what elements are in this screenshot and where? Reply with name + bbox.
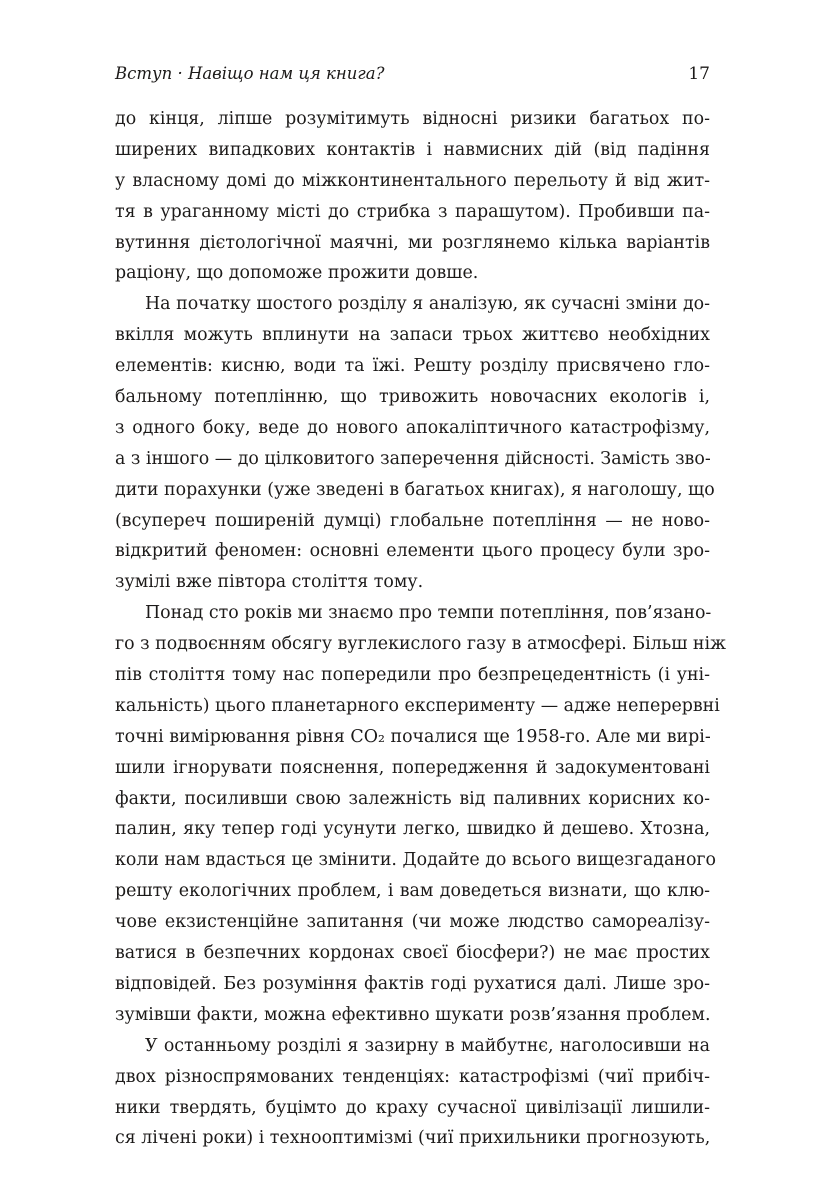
text-line: ники твердять, буцімто до краху сучасної цивілізації лишили- bbox=[115, 1097, 710, 1118]
text-line: Понад сто років ми знаємо про темпи потепління, пов’язано- bbox=[145, 603, 712, 624]
text-line: бальному потеплінню, що тривожить новочасних екологів і, bbox=[115, 387, 710, 408]
text-line: (всупереч поширеній думці) глобальне потепління — не ново- bbox=[115, 510, 710, 531]
text-line: коли нам вдасться це змінити. Додайте до всього вищезгаданого bbox=[115, 850, 717, 871]
paragraph bbox=[115, 289, 715, 598]
text-line: двох різноспрямованих тенденціях: катастрофізмі (чиї прибіч- bbox=[115, 1066, 710, 1087]
text-line: кальність) цього планетарного експерименту — адже неперервні bbox=[115, 695, 720, 716]
text-line: палин, яку тепер годі усунути легко, швидко й дешево. Хтозна, bbox=[115, 819, 710, 840]
text-line: зумівши факти, можна ефективно шукати розв’язання проблем. bbox=[115, 1004, 711, 1025]
text-line: чове екзистенційне запитання (чи може людство самореалізу- bbox=[115, 912, 710, 933]
text-line: а з іншого — до цілковитого заперечення дійсності. Замість зво- bbox=[115, 448, 711, 469]
text-line: На початку шостого розділу я аналізую, як сучасні зміни до- bbox=[145, 294, 710, 315]
text-line: факти, посиливши свою залежність від паливних корисних ко- bbox=[115, 788, 710, 809]
text-line: раціону, що допоможе прожити довше. bbox=[115, 263, 479, 284]
text-line: ватися в безпечних кордонах своєї біосфери?) не має простих bbox=[115, 943, 710, 964]
text-line: у власному домі до міжконтинентального перельоту й від жит- bbox=[115, 170, 710, 191]
text-line: відповідей. Без розуміння фактів годі рухатися далі. Лише зро- bbox=[115, 973, 710, 994]
text-line: пів століття тому нас попередили про безпрецедентність (і уні- bbox=[115, 665, 710, 686]
text-line: з одного боку, веде до нового апокаліптичного катастрофізму, bbox=[115, 417, 710, 438]
text-line: точні вимірювання рівня CO₂ почалися ще 1958-го. Але ми вирі- bbox=[115, 726, 711, 747]
text-line: вкілля можуть вплинути на запаси трьох життєво необхідних bbox=[115, 325, 710, 346]
text-line: дити порахунки (уже зведені в багатьох книгах), я наголошу, що bbox=[115, 479, 715, 500]
paragraph bbox=[115, 104, 710, 289]
running-head bbox=[115, 60, 710, 90]
text-line: У останньому розділі я зазирну в майбутнє, наголосивши на bbox=[145, 1035, 710, 1056]
text-line: зумілі вже півтора століття тому. bbox=[115, 572, 424, 593]
body-text bbox=[115, 104, 727, 1154]
running-title: Вступ · Навіщо нам ця книга? bbox=[115, 64, 385, 83]
text-line: вутиння дієтологічної маячні, ми розглянемо кілька варіантів bbox=[115, 232, 710, 253]
text-line: шили ігнорувати пояснення, попередження й задокументовані bbox=[115, 757, 710, 778]
text-line: го з подвоєнням обсягу вуглекислого газу в атмосфері. Більш ніж bbox=[115, 634, 727, 655]
text-line: ся лічені роки) і технооптимізмі (чиї прихильники прогнозують, bbox=[115, 1128, 711, 1149]
text-line: ширених випадкових контактів і навмисних дій (від падіння bbox=[115, 139, 710, 160]
page-number: 17 bbox=[688, 64, 710, 84]
text-line: тя в ураганному місті до стрибка з парашутом). Пробивши па- bbox=[115, 201, 710, 222]
text-line: відкритий феномен: основні елементи цього процесу були зро- bbox=[115, 541, 710, 562]
paragraph bbox=[115, 598, 727, 1030]
paragraph bbox=[115, 1031, 710, 1155]
text-line: решту екологічних проблем, і вам доведеться визнати, що клю- bbox=[115, 881, 710, 902]
text-line: до кінця, ліпше розумітимуть відносні ризики багатьох по- bbox=[115, 109, 710, 129]
text-line: елементів: кисню, води та їжі. Решту розділу присвячено гло- bbox=[115, 356, 710, 377]
